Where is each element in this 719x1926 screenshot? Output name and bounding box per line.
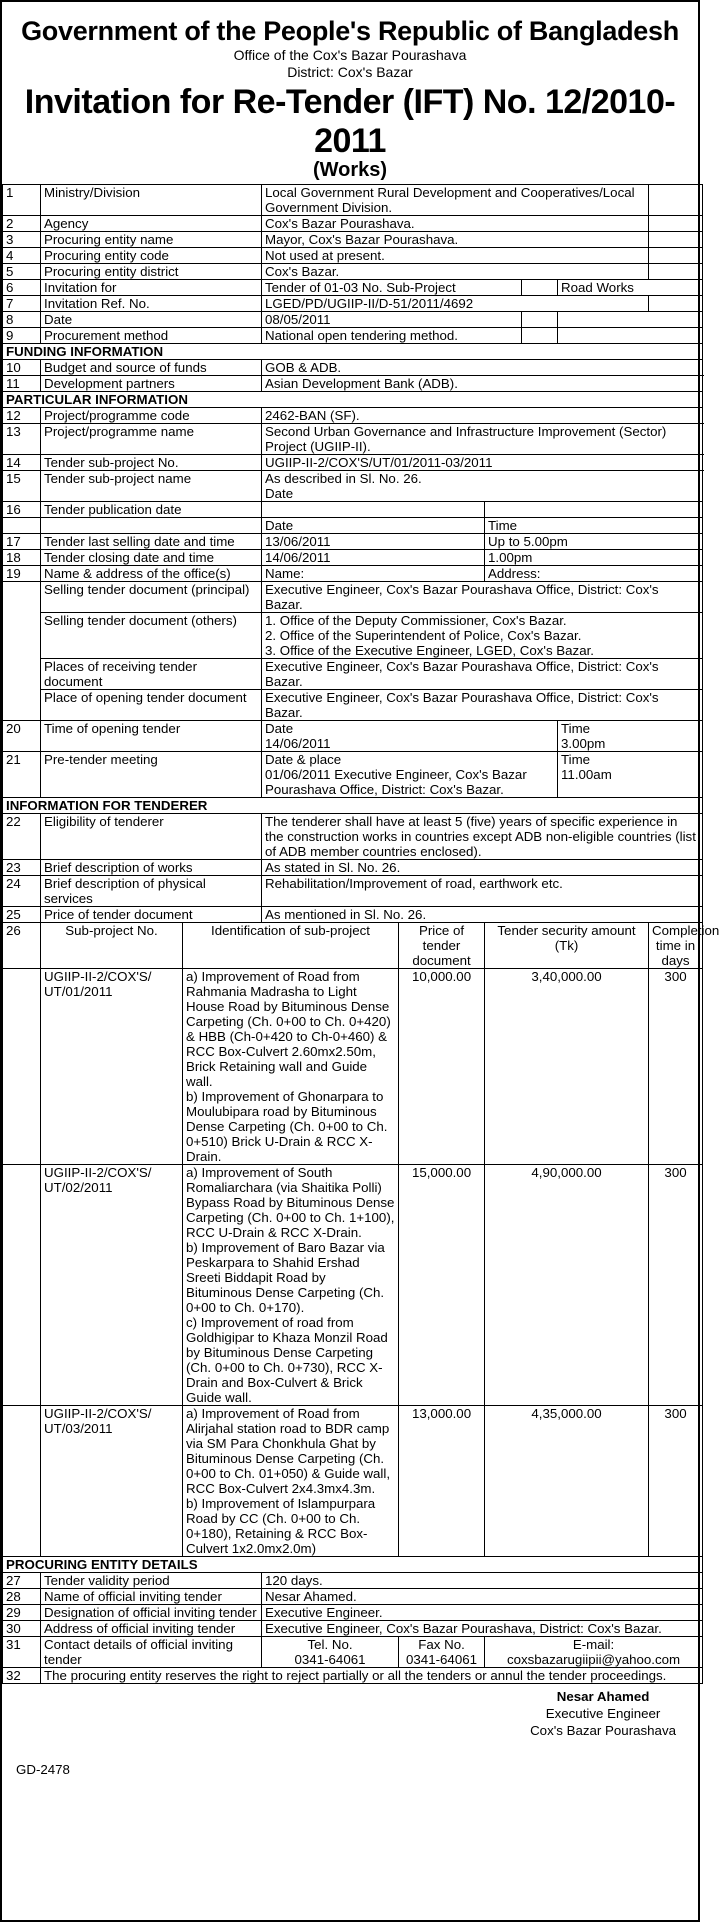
table-row: 29 Designation of official inviting tender Executive Engineer. xyxy=(3,1605,703,1621)
signatory-name: Nesar Ahamed xyxy=(556,1689,650,1704)
table-row: 17 Tender last selling date and time 13/06/2011 Up to 5.00pm xyxy=(3,534,703,550)
section-heading: PARTICULAR INFORMATION xyxy=(3,392,703,408)
table-row: 27 Tender validity period 120 days. xyxy=(3,1573,703,1589)
table-row: 21 Pre-tender meeting Date & place 01/06/2011 Executive Engineer, Cox's Bazar Pourashava Office, District: Cox's Bazar. Time 11.00am xyxy=(3,752,703,798)
table-row: 31 Contact details of official inviting tender Tel. No. 0341-64061 Fax No. 0341-64061 E-mail: coxsbazarugiipii@yahoo.com xyxy=(3,1637,703,1668)
notice-footer xyxy=(2,1684,698,1794)
notice-title: Invitation for Re-Tender (IFT) No. 12/2010-2011 xyxy=(24,83,676,160)
subproject-row: UGIIP-II-2/COX'S/ UT/02/2011 a) Improvement of South Romaliarchara (via Shaitika Polli) Bypass Road by Bituminous Dense Carpeting (Ch. 0+00 to Ch. 1+100), RCC U-Drain & RCC X-Drain. b) Improvement of Baro Bazar via Peskarpara to Shahid Ershad Sreeti Biddapit Road by Bituminous Dense Carpeting (Ch. 0+00 to Ch. 0+170). c) Improvement of road from Goldhigipar to Khaza Monzil Road by Bituminous Dense Carpeting (Ch. 0+00 to Ch. 0+730), RCC X-Drain and Box-Culvert & Brick Guide wall. 15,000.00 4,90,000.00 300 xyxy=(3,1165,703,1406)
table-row: 3 Procuring entity name Mayor, Cox's Bazar Pourashava. xyxy=(3,232,703,248)
table-row: Date Time xyxy=(3,518,703,534)
office-line: Office of the Cox's Bazar Pourashava xyxy=(233,47,467,63)
section-heading: PROCURING ENTITY DETAILS xyxy=(3,1557,703,1573)
table-row: 8 Date 08/05/2011 xyxy=(3,312,703,328)
table-row: 14 Tender sub-project No. UGIIP-II-2/COX'S/UT/01/2011-03/2011 xyxy=(3,455,703,471)
section-heading: INFORMATION FOR TENDERER xyxy=(3,798,703,814)
table-row: 24 Brief description of physical services Rehabilitation/Improvement of road, earthwork etc. xyxy=(3,876,703,907)
signature-block xyxy=(530,1688,676,1739)
table-row: 30 Address of official inviting tender Executive Engineer, Cox's Bazar Pourashava, District: Cox's Bazar. xyxy=(3,1621,703,1637)
table-row: 2 Agency Cox's Bazar Pourashava. xyxy=(3,216,703,232)
table-row: 32 The procuring entity reserves the right to reject partially or all the tenders or annul the tender proceedings. xyxy=(3,1668,703,1684)
table-row: 15 Tender sub-project name As described in Sl. No. 26. Date xyxy=(3,471,703,502)
table-row: 19 Name & address of the office(s) Name: Address: xyxy=(3,566,703,582)
government-title: Government of the People's Republic of Bangladesh xyxy=(21,16,679,46)
table-row: 6 Invitation for Tender of 01-03 No. Sub-Project Road Works xyxy=(3,280,703,296)
subproject-row: UGIIP-II-2/COX'S/ UT/03/2011 a) Improvement of Road from Alirjahal station road to BDR camp via SM Para Chonkhula Ghat by Bituminous Dense Carpeting (Ch. 0+00 to Ch. 01+050) & Guide wall, RCC Box-Culvert 2x4.3mx4.3m. b) Improvement of Islampurpara Road by CC (Ch. 0+00 to Ch. 0+180), Retaining & RCC Box-Culvert 1x2.0mx2.0m) 13,000.00 4,35,000.00 300 xyxy=(3,1406,703,1557)
district-line: District: Cox's Bazar xyxy=(287,64,413,80)
table-row: 28 Name of official inviting tender Nesar Ahamed. xyxy=(3,1589,703,1605)
signatory-designation: Executive Engineer xyxy=(545,1706,661,1721)
subproject-header: 26 Sub-project No. Identification of sub-project Price of tender document Tender security amount (Tk) Completion time in days xyxy=(3,923,703,969)
table-row: 9 Procurement method National open tendering method. xyxy=(3,328,703,344)
table-row: 25 Price of tender document As mentioned in Sl. No. 26. xyxy=(3,907,703,923)
table-row: 7 Invitation Ref. No. LGED/PD/UGIIP-II/D-51/2011/4692 xyxy=(3,296,703,312)
notice-header xyxy=(2,16,698,182)
notice-subtitle: (Works) xyxy=(312,159,388,181)
section-heading: FUNDING INFORMATION xyxy=(3,344,703,360)
table-row: 18 Tender closing date and time 14/06/2011 1.00pm xyxy=(3,550,703,566)
subproject-row: UGIIP-II-2/COX'S/ UT/01/2011 a) Improvement of Road from Rahmania Madrasha to Light House Road by Bituminous Dense Carpeting (Ch. 0+00 to Ch. 0+420) & HBB (Ch-0+420 to Ch-0+460) & RCC Box-Culvert 2.60mx2.50m, Brick Retaining wall and Guide wall. b) Improvement of Ghonarpara to Moulubipara road by Bituminous Dense Carpeting (Ch. 0+00 to Ch. 0+510) Brick U-Drain & RCC X-Drain. 10,000.00 3,40,000.00 300 xyxy=(3,969,703,1165)
table-row: 13 Project/programme name Second Urban Governance and Infrastructure Improvement (Sector) Project (UGIIP-II). xyxy=(3,424,703,455)
table-row: 4 Procuring entity code Not used at present. xyxy=(3,248,703,264)
table-row: Places of receiving tender document Executive Engineer, Cox's Bazar Pourashava Office, District: Cox's Bazar. xyxy=(3,659,703,690)
table-row: 16 Tender publication date xyxy=(3,502,703,518)
signatory-office: Cox's Bazar Pourashava xyxy=(530,1723,676,1738)
table-row: 20 Time of opening tender Date 14/06/2011 Time 3.00pm xyxy=(3,721,703,752)
table-row: 5 Procuring entity district Cox's Bazar. xyxy=(3,264,703,280)
gd-code: GD-2478 xyxy=(16,1762,70,1777)
table-row: Selling tender document (principal) Executive Engineer, Cox's Bazar Pourashava Office, District: Cox's Bazar. xyxy=(3,582,703,613)
tender-table xyxy=(2,184,719,1684)
table-row: 11 Development partners Asian Development Bank (ADB). xyxy=(3,376,703,392)
table-row: 12 Project/programme code 2462-BAN (SF). xyxy=(3,408,703,424)
table-row: Place of opening tender document Executive Engineer, Cox's Bazar Pourashava Office, District: Cox's Bazar. xyxy=(3,690,703,721)
table-row: 1 Ministry/Division Local Government Rural Development and Cooperatives/Local Government Division. xyxy=(3,185,703,216)
table-row: 22 Eligibility of tenderer The tenderer shall have at least 5 (five) years of specific experience in the construction works in countries except ADB non-eligible countries (list of ADB member countries enclosed). xyxy=(3,814,703,860)
table-row: Selling tender document (others) 1. Office of the Deputy Commissioner, Cox's Bazar. 2. Office of the Superintendent of Police, Cox's Bazar. 3. Office of the Executive Engineer, LGED, Cox's Bazar. xyxy=(3,613,703,659)
table-row: 23 Brief description of works As stated in Sl. No. 26. xyxy=(3,860,703,876)
table-row: 10 Budget and source of funds GOB & ADB. xyxy=(3,360,703,376)
